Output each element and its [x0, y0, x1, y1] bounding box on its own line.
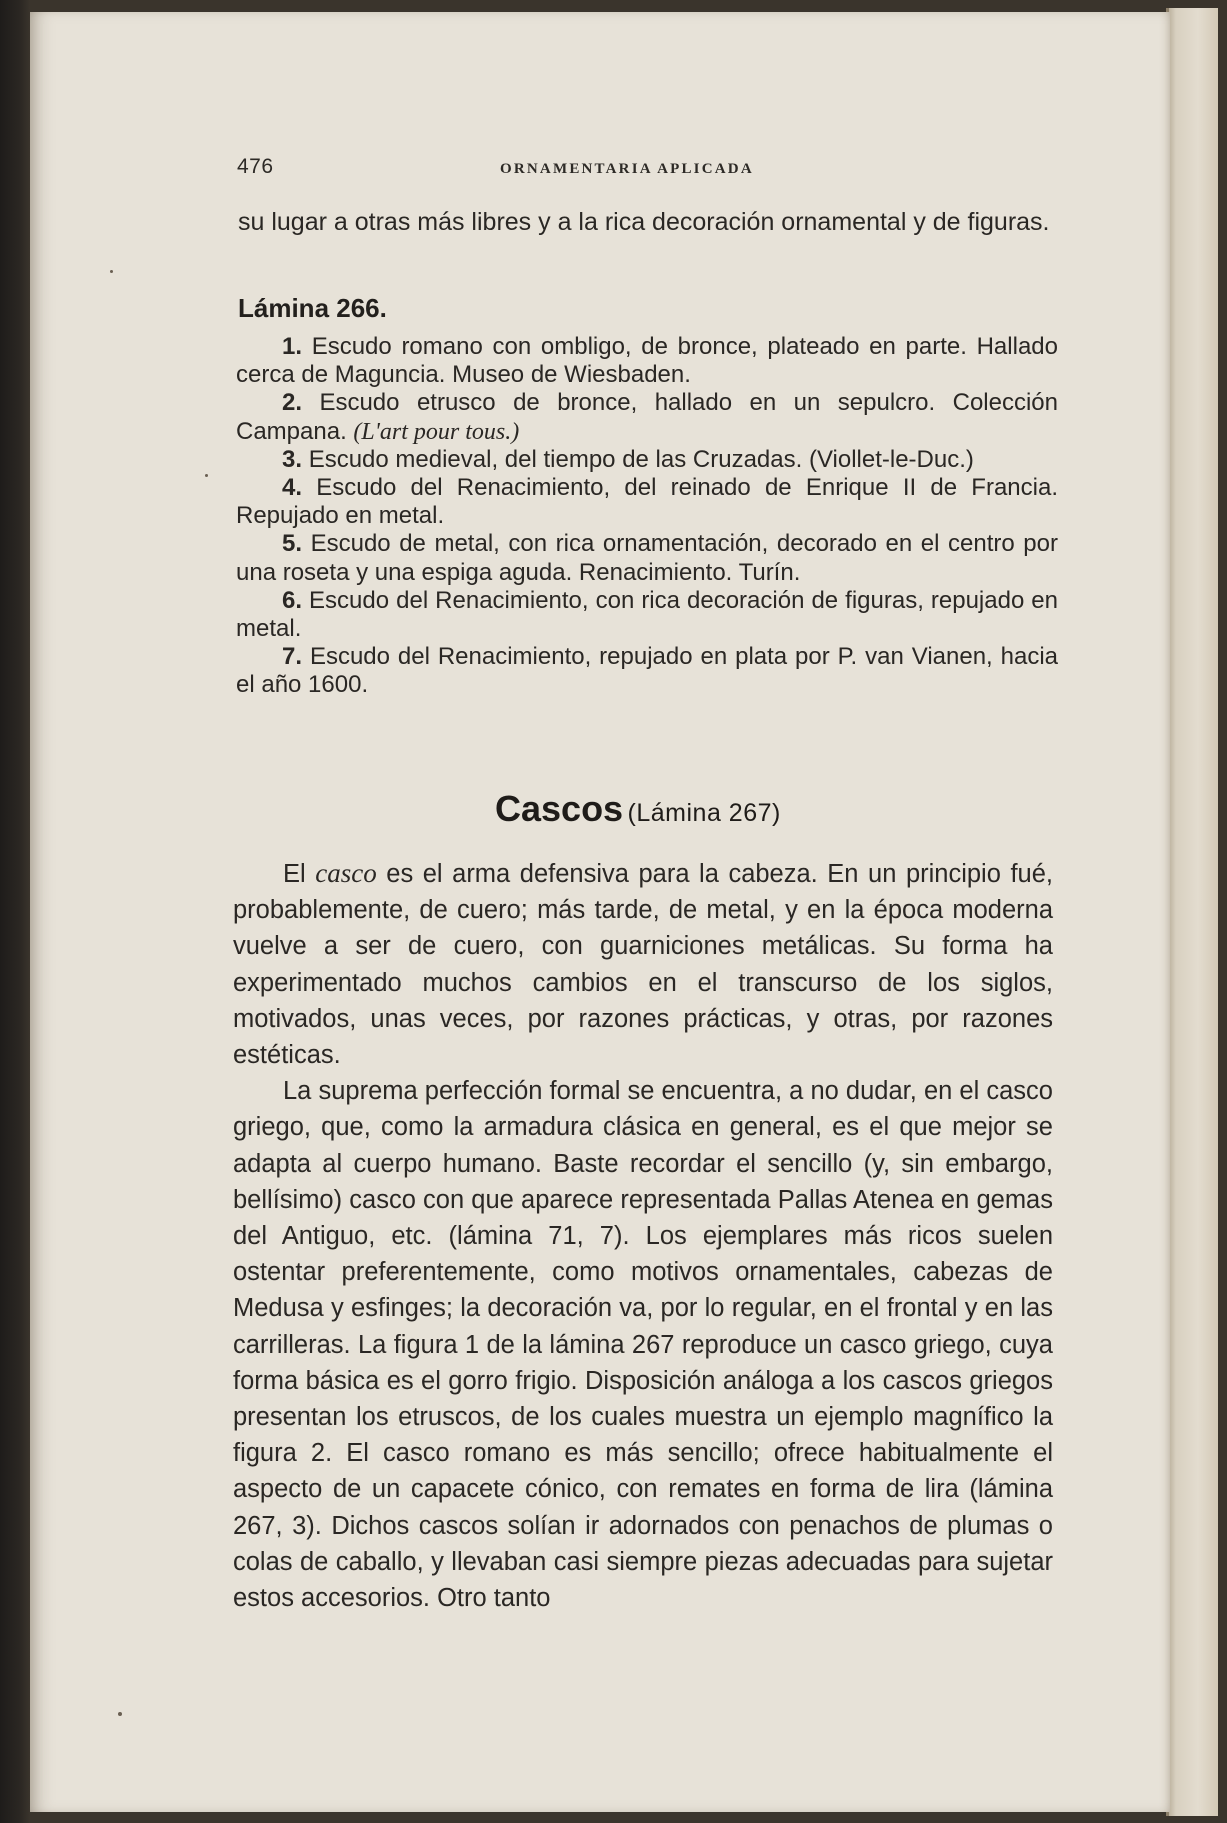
plate-item	[236, 389, 1058, 445]
emphasized-term: casco	[315, 858, 377, 888]
paragraph	[233, 855, 1053, 1073]
plate-item	[236, 587, 1058, 643]
paper-speck	[205, 474, 208, 477]
section-title: Cascos	[495, 788, 624, 829]
item-number: 3.	[282, 445, 303, 473]
paragraph-lead: El	[283, 860, 306, 888]
plate-item	[236, 643, 1058, 699]
plate-list	[236, 333, 1058, 700]
body-text	[233, 855, 1053, 1616]
item-text: Escudo romano con ombligo, de bronce, plateado en parte. Hallado cerca de Maguncia. Museo de Wiesbaden.	[236, 333, 1058, 389]
next-page-edge	[1168, 8, 1218, 1816]
item-number: 2.	[282, 389, 303, 417]
plate-heading: Lámina 266.	[238, 293, 387, 323]
section-heading	[495, 788, 895, 830]
continuation-text: su lugar a otras más libres y a la rica decoración ornamental y de figuras.	[238, 208, 1050, 236]
paper-speck	[118, 1712, 122, 1716]
item-text: Escudo del Renacimiento, repujado en plata por P. van Vianen, hacia el año 1600.	[236, 643, 1059, 699]
paragraph: La suprema perfección formal se encuentra, a no dudar, en el casco griego, que, como la armadura clásica en general, es el que mejor se adapta al cuerpo humano. Baste recordar el sencillo (y, sin embargo, bellísimo) casco con que aparece representada Pallas Atenea en gemas del Antiguo, etc. (lámina 71, 7). Los ejemplares más ricos suelen ostentar preferentemente, como motivos ornamentales, cabezas de Medusa y esfinges; la decoración va, por lo regular, en el frontal y en las carrilleras. La figura 1 de la lámina 267 reproduce un casco griego, cuya forma básica es el gorro frigio. Disposición análoga a los cascos griegos presentan los etruscos, de los cuales muestra un ejemplo magnífico la figura 2. El casco romano es más sencillo; ofrece habitualmente el aspecto de un capacete cónico, con remates en forma de lira (lámina 267, 3). Dichos cascos solían ir adornados con penachos de plumas o colas de caballo, y llevaban casi siempre piezas adecuadas para sujetar estos accesorios. Otro tanto	[233, 1077, 1053, 1613]
item-text: Escudo del Renacimiento, del reinado de Enrique II de Francia. Repujado en metal.	[236, 474, 1059, 530]
plate-item	[236, 446, 1058, 474]
plate-item	[236, 530, 1058, 586]
book-title: ORNAMENTARIA APLICADA	[500, 161, 754, 177]
page-number: 476	[237, 155, 274, 178]
running-head	[237, 155, 937, 191]
item-text: Escudo etrusco de bronce, hallado en un sepulcro. Colección Campana.	[236, 389, 1058, 445]
item-number: 4.	[282, 474, 303, 502]
item-text: Escudo medieval, del tiempo de las Cruzadas. (Viollet-le-Duc.)	[308, 445, 974, 473]
paragraph-text: es el arma defensiva para la cabeza. En un principio fué, probablemente, de cuero; más tarde, de metal, y en la época moderna vuelve a ser de cuero, con guarniciones metálicas. Su forma ha experimentado muchos cambios en el transcurso de los siglos, motivados, unas veces, por razones prácticas, y otras, por razones estéticas.	[233, 860, 1053, 1070]
section-subtitle: (Lámina 267)	[627, 799, 781, 827]
item-number: 1.	[282, 333, 303, 360]
item-text: Escudo de metal, con rica ornamentación, decorado en el centro por una roseta y una espiga aguda. Renacimiento. Turín.	[236, 530, 1058, 586]
plate-item	[236, 474, 1058, 530]
paper-speck	[110, 270, 113, 273]
item-number: 6.	[282, 586, 303, 614]
plate-item	[236, 333, 1058, 389]
item-text: Escudo del Renacimiento, con rica decoración de figuras, repujado en metal.	[236, 586, 1059, 643]
item-citation: (L'art pour tous.)	[353, 418, 520, 445]
item-number: 5.	[282, 530, 303, 558]
item-number: 7.	[282, 643, 303, 671]
